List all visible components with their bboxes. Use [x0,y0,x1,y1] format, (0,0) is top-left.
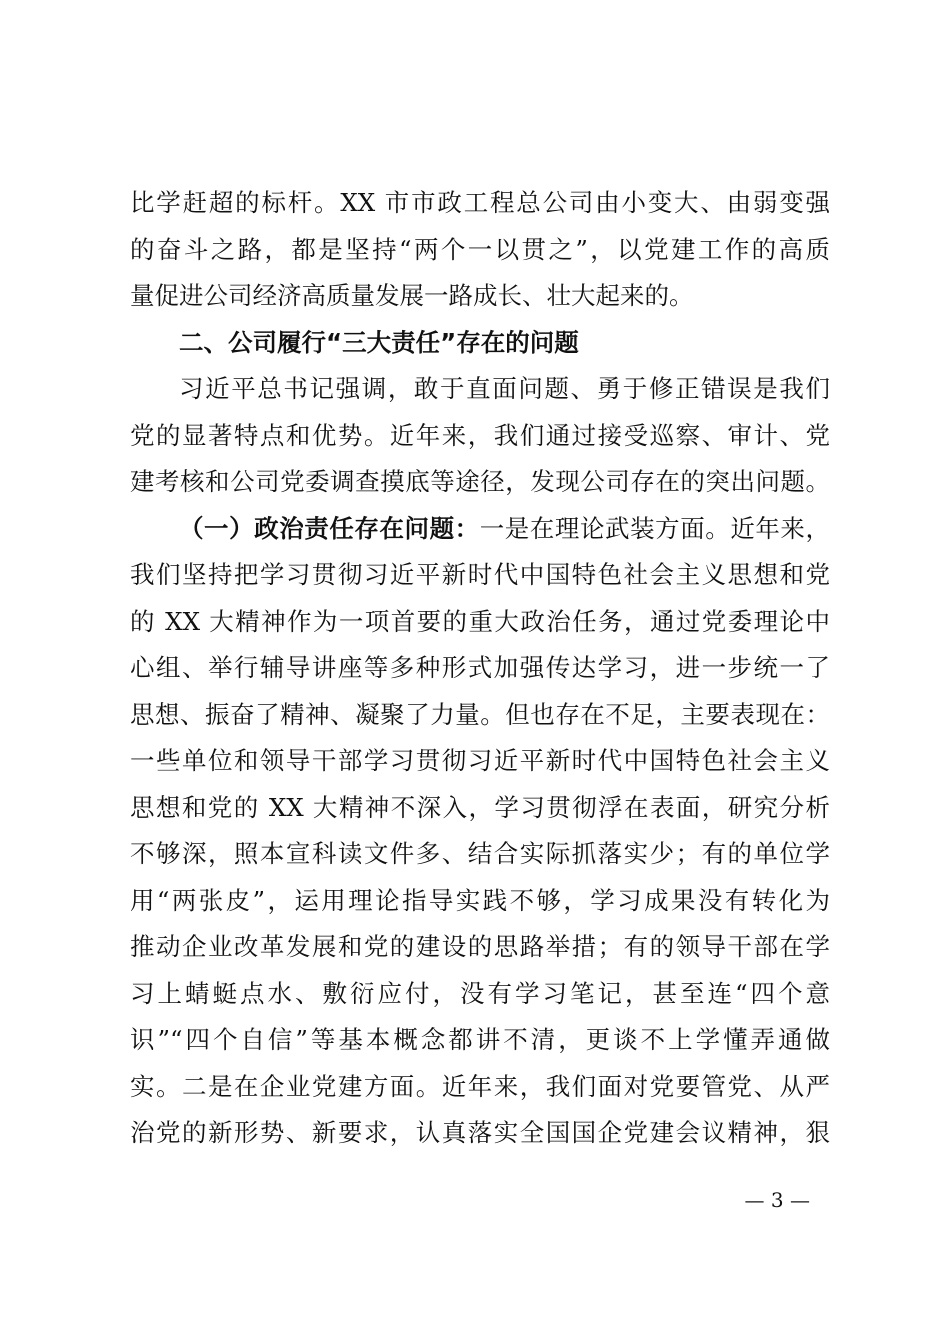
paragraph-line: 思想、振奋了精神、凝聚了力量。但也存在不足，主要表现在： [130,699,830,729]
page-number: — 3 — [744,1188,810,1212]
paragraph-line: 我们坚持把学习贯彻习近平新时代中国特色社会主义思想和党 [130,560,830,589]
paragraph-line: 不够深，照本宣科读文件多、结合实际抓落实少；有的单位学 [130,839,830,868]
section-heading: 二、公司履行“三大责任”存在的问题 [179,327,579,357]
paragraph-line: 党的显著特点和优势。近年来，我们通过接受巡察、审计、党 [130,420,830,450]
paragraph-line: 的奋斗之路，都是坚持“两个一以贯之”，以党建工作的高质 [130,234,830,264]
paragraph-line: 建考核和公司党委调查摸底等途径，发现公司存在的突出问题。 [130,467,830,496]
paragraph-line: 习上蜻蜓点水、敷衍应付，没有学习笔记，甚至连“四个意 [130,978,830,1008]
paragraph-line: 一些单位和领导干部学习贯彻习近平新时代中国特色社会主义 [130,746,830,775]
paragraph-first-line [130,506,830,553]
sub-heading-lead: （一）政治责任存在问题： [179,513,480,543]
paragraph-2 [130,366,830,506]
paragraph-line: 的 XX 大精神作为一项首要的重大政治任务，通过党委理论中 [130,606,830,636]
document-body [130,180,830,1157]
paragraph-line: 识”“四个自信”等基本概念都讲不清，更谈不上学懂弄通做 [130,1025,830,1054]
paragraph-line: 比学赶超的标杆。XX 市市政工程总公司由小变大、由弱变强 [130,188,830,217]
paragraph-line: 习近平总书记强调，敢于直面问题、勇于修正错误是我们 [179,374,830,403]
paragraph-line: 思想和党的 XX 大精神不深入，学习贯彻浮在表面，研究分析 [130,792,830,822]
paragraph-line: 治党的新形势、新要求，认真落实全国国企党建会议精神，狠 [130,1118,830,1147]
paragraph-line-rest: 一是在理论武装方面。近年来， [479,513,830,543]
paragraph-1 [130,180,830,320]
paragraph-line: 用“两张皮”，运用理论指导实践不够，学习成果没有转化为 [130,885,830,915]
paragraph-line: 推动企业改革发展和党的建设的思路举措；有的领导干部在学 [130,932,830,961]
paragraph-line: 量促进公司经济高质量发展一路成长、壮大起来的。 [130,281,694,310]
paragraph-line: 心组、举行辅导讲座等多种形式加强传达学习，进一步统一了 [130,653,830,682]
paragraph-line: 实。二是在企业党建方面。近年来，我们面对党要管党、从严 [130,1071,830,1101]
paragraph-3 [130,506,830,1157]
